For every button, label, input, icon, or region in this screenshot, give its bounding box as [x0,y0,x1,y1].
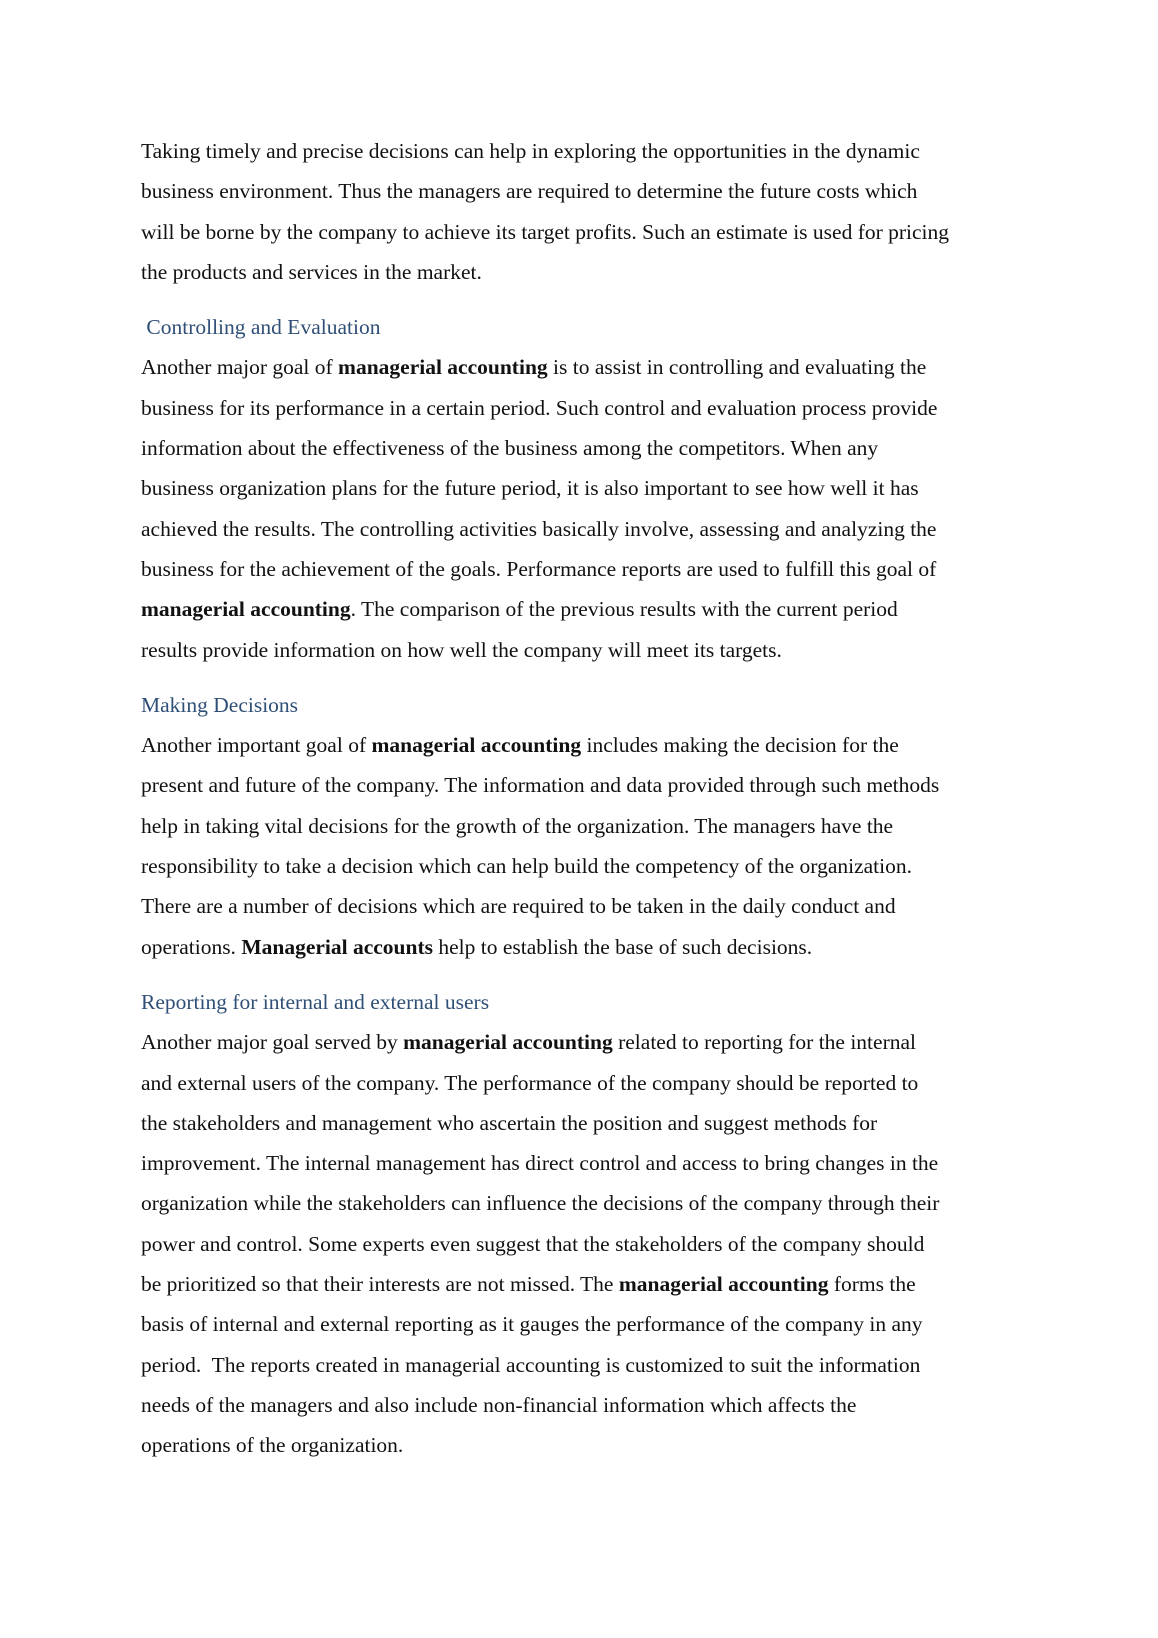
text-line: results provide information on how well the company will meet its targets. [141,637,782,662]
reporting-paragraph [141,1022,1041,1465]
text-run: . The comparison of the previous results with the current period [350,597,898,622]
text-run: forms the [828,1272,916,1297]
text-line: business environment. Thus the managers are required to determine the future costs which [141,179,918,204]
document-page [141,131,1041,1466]
heading-reporting-users: Reporting for internal and external users [141,989,490,1014]
bold-term: managerial accounting [403,1030,613,1055]
text-run: is to assist in controlling and evaluating the [547,355,927,380]
text-line: the stakeholders and management who ascertain the position and suggest methods for [141,1110,878,1135]
text-line [141,1264,1041,1304]
text-run: Another important goal of [141,733,372,758]
text-line: business for its performance in a certain period. Such control and evaluation process provide [141,395,938,420]
text-line: and external users of the company. The performance of the company should be reported to [141,1070,919,1095]
bold-term: managerial accounting [338,355,548,380]
text-line [141,927,1041,967]
bold-term: Managerial accounts [241,934,433,959]
text-line: improvement. The internal management has direct control and access to bring changes in the [141,1151,939,1176]
text-line: operations of the organization. [141,1433,404,1458]
text-line: present and future of the company. The information and data provided through such methods [141,773,940,798]
text-line [141,589,1041,629]
text-line: business organization plans for the future period, it is also important to see how well it has [141,476,919,501]
bold-term: managerial accounting [141,597,351,622]
text-line: help in taking vital decisions for the growth of the organization. The managers have the [141,813,894,838]
text-run: operations. [141,934,242,959]
text-line: basis of internal and external reporting as it gauges the performance of the company in any [141,1312,923,1337]
text-line: Taking timely and precise decisions can help in exploring the opportunities in the dynamic [141,139,920,163]
spacer [141,292,1041,307]
text-line [141,725,1041,765]
text-line: information about the effectiveness of the business among the competitors. When any [141,436,879,461]
text-line: will be borne by the company to achieve its target profits. Such an estimate is used for pricing [141,219,950,244]
text-line: responsibility to take a decision which can help build the competency of the organization. [141,854,912,879]
bold-term: managerial accounting [618,1272,829,1297]
text-line: achieved the results. The controlling activities basically involve, assessing and analyzing the [141,516,937,541]
text-line: period. The reports created in managerial accounting is customized to suit the information [141,1352,921,1377]
controlling-paragraph [141,347,1041,669]
text-line [141,1022,1041,1062]
text-run: be prioritized so that their interests are not missed. The [141,1272,619,1297]
spacer [141,967,1041,982]
decisions-paragraph [141,725,1041,967]
bold-term: managerial accounting [371,733,582,758]
text-run: Another major goal of [141,355,339,380]
spacer [141,670,1041,685]
text-line: needs of the managers and also include non-financial information which affects the [141,1392,857,1417]
text-run: Another major goal served by [141,1030,404,1055]
text-line: the products and services in the market. [141,259,482,284]
text-line [141,347,1041,387]
heading-controlling-evaluation: Controlling and Evaluation [141,315,381,340]
text-run: help to establish the base of such decisions. [433,934,813,959]
text-line: power and control. Some experts even suggest that the stakeholders of the company should [141,1231,925,1256]
text-run: includes making the decision for the [581,733,899,758]
heading-making-decisions: Making Decisions [141,692,299,717]
text-run: related to reporting for the internal [612,1030,917,1055]
text-line: There are a number of decisions which are required to be taken in the daily conduct and [141,894,896,919]
intro-paragraph [141,131,1041,292]
text-line: business for the achievement of the goals. Performance reports are used to fulfill this goal of [141,556,937,581]
text-line: organization while the stakeholders can influence the decisions of the company through their [141,1191,940,1216]
